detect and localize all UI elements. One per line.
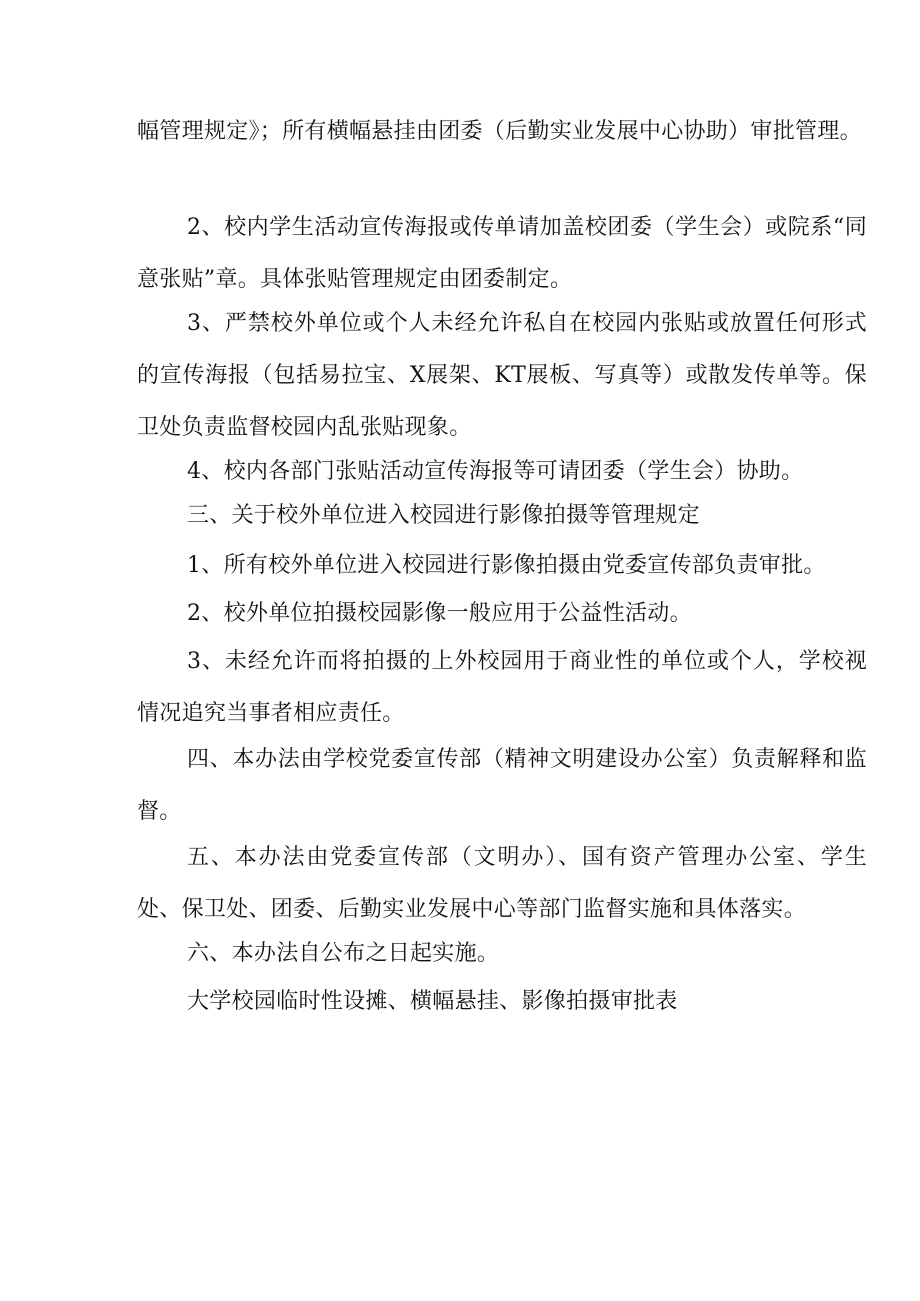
section-heading-implementation: 五、本办法由党委宣传部（文明办）、国有资产管理办公室、学生处、保卫处、团委、后勤实业发展中心等部门监督实施和具体落实。 <box>137 845 867 922</box>
section-heading-filming-rules: 三、关于校外单位进入校园进行影像拍摄等管理规定 <box>187 503 700 528</box>
paragraph-filming-approval: 1、所有校外单位进入校园进行影像拍摄由党委宣传部负责审批。 <box>187 553 826 578</box>
paragraph-filming-commercial-liability: 3、未经允许而将拍摄的上外校园用于商业性的单位或个人，学校视情况追究当事者相应责任。 <box>137 649 867 726</box>
section-heading-interpretation: 四、本办法由学校党委宣传部（精神文明建设办公室）负责解释和监督。 <box>137 747 867 824</box>
paragraph-banner-rules-continued: 幅管理规定》；所有横幅悬挂由团委（后勤实业发展中心协助）审批管理。 <box>137 119 862 144</box>
paragraph-filming-public-use: 2、校外单位拍摄校园影像一般应用于公益性活动。 <box>187 601 692 626</box>
paragraph-external-poster-ban: 3、严禁校外单位或个人未经允许私自在校园内张贴或放置任何形式的宣传海报（包括易拉宝、X展架、KT展板、写真等）或散发传单等。保卫处负责监督校园内乱张贴现象。 <box>137 311 867 440</box>
approval-form-title: 大学校园临时性设摊、横幅悬挂、影像拍摄审批表 <box>187 989 678 1014</box>
paragraph-student-poster-rule: 2、校内学生活动宣传海报或传单请加盖校团委（学生会）或院系“同意张贴”章。具体张贴管理规定由团委制定。 <box>137 215 867 292</box>
paragraph-department-poster-rule: 4、校内各部门张贴活动宣传海报等可请团委（学生会）协助。 <box>187 459 804 484</box>
section-heading-effective-date: 六、本办法自公布之日起实施。 <box>187 941 500 966</box>
